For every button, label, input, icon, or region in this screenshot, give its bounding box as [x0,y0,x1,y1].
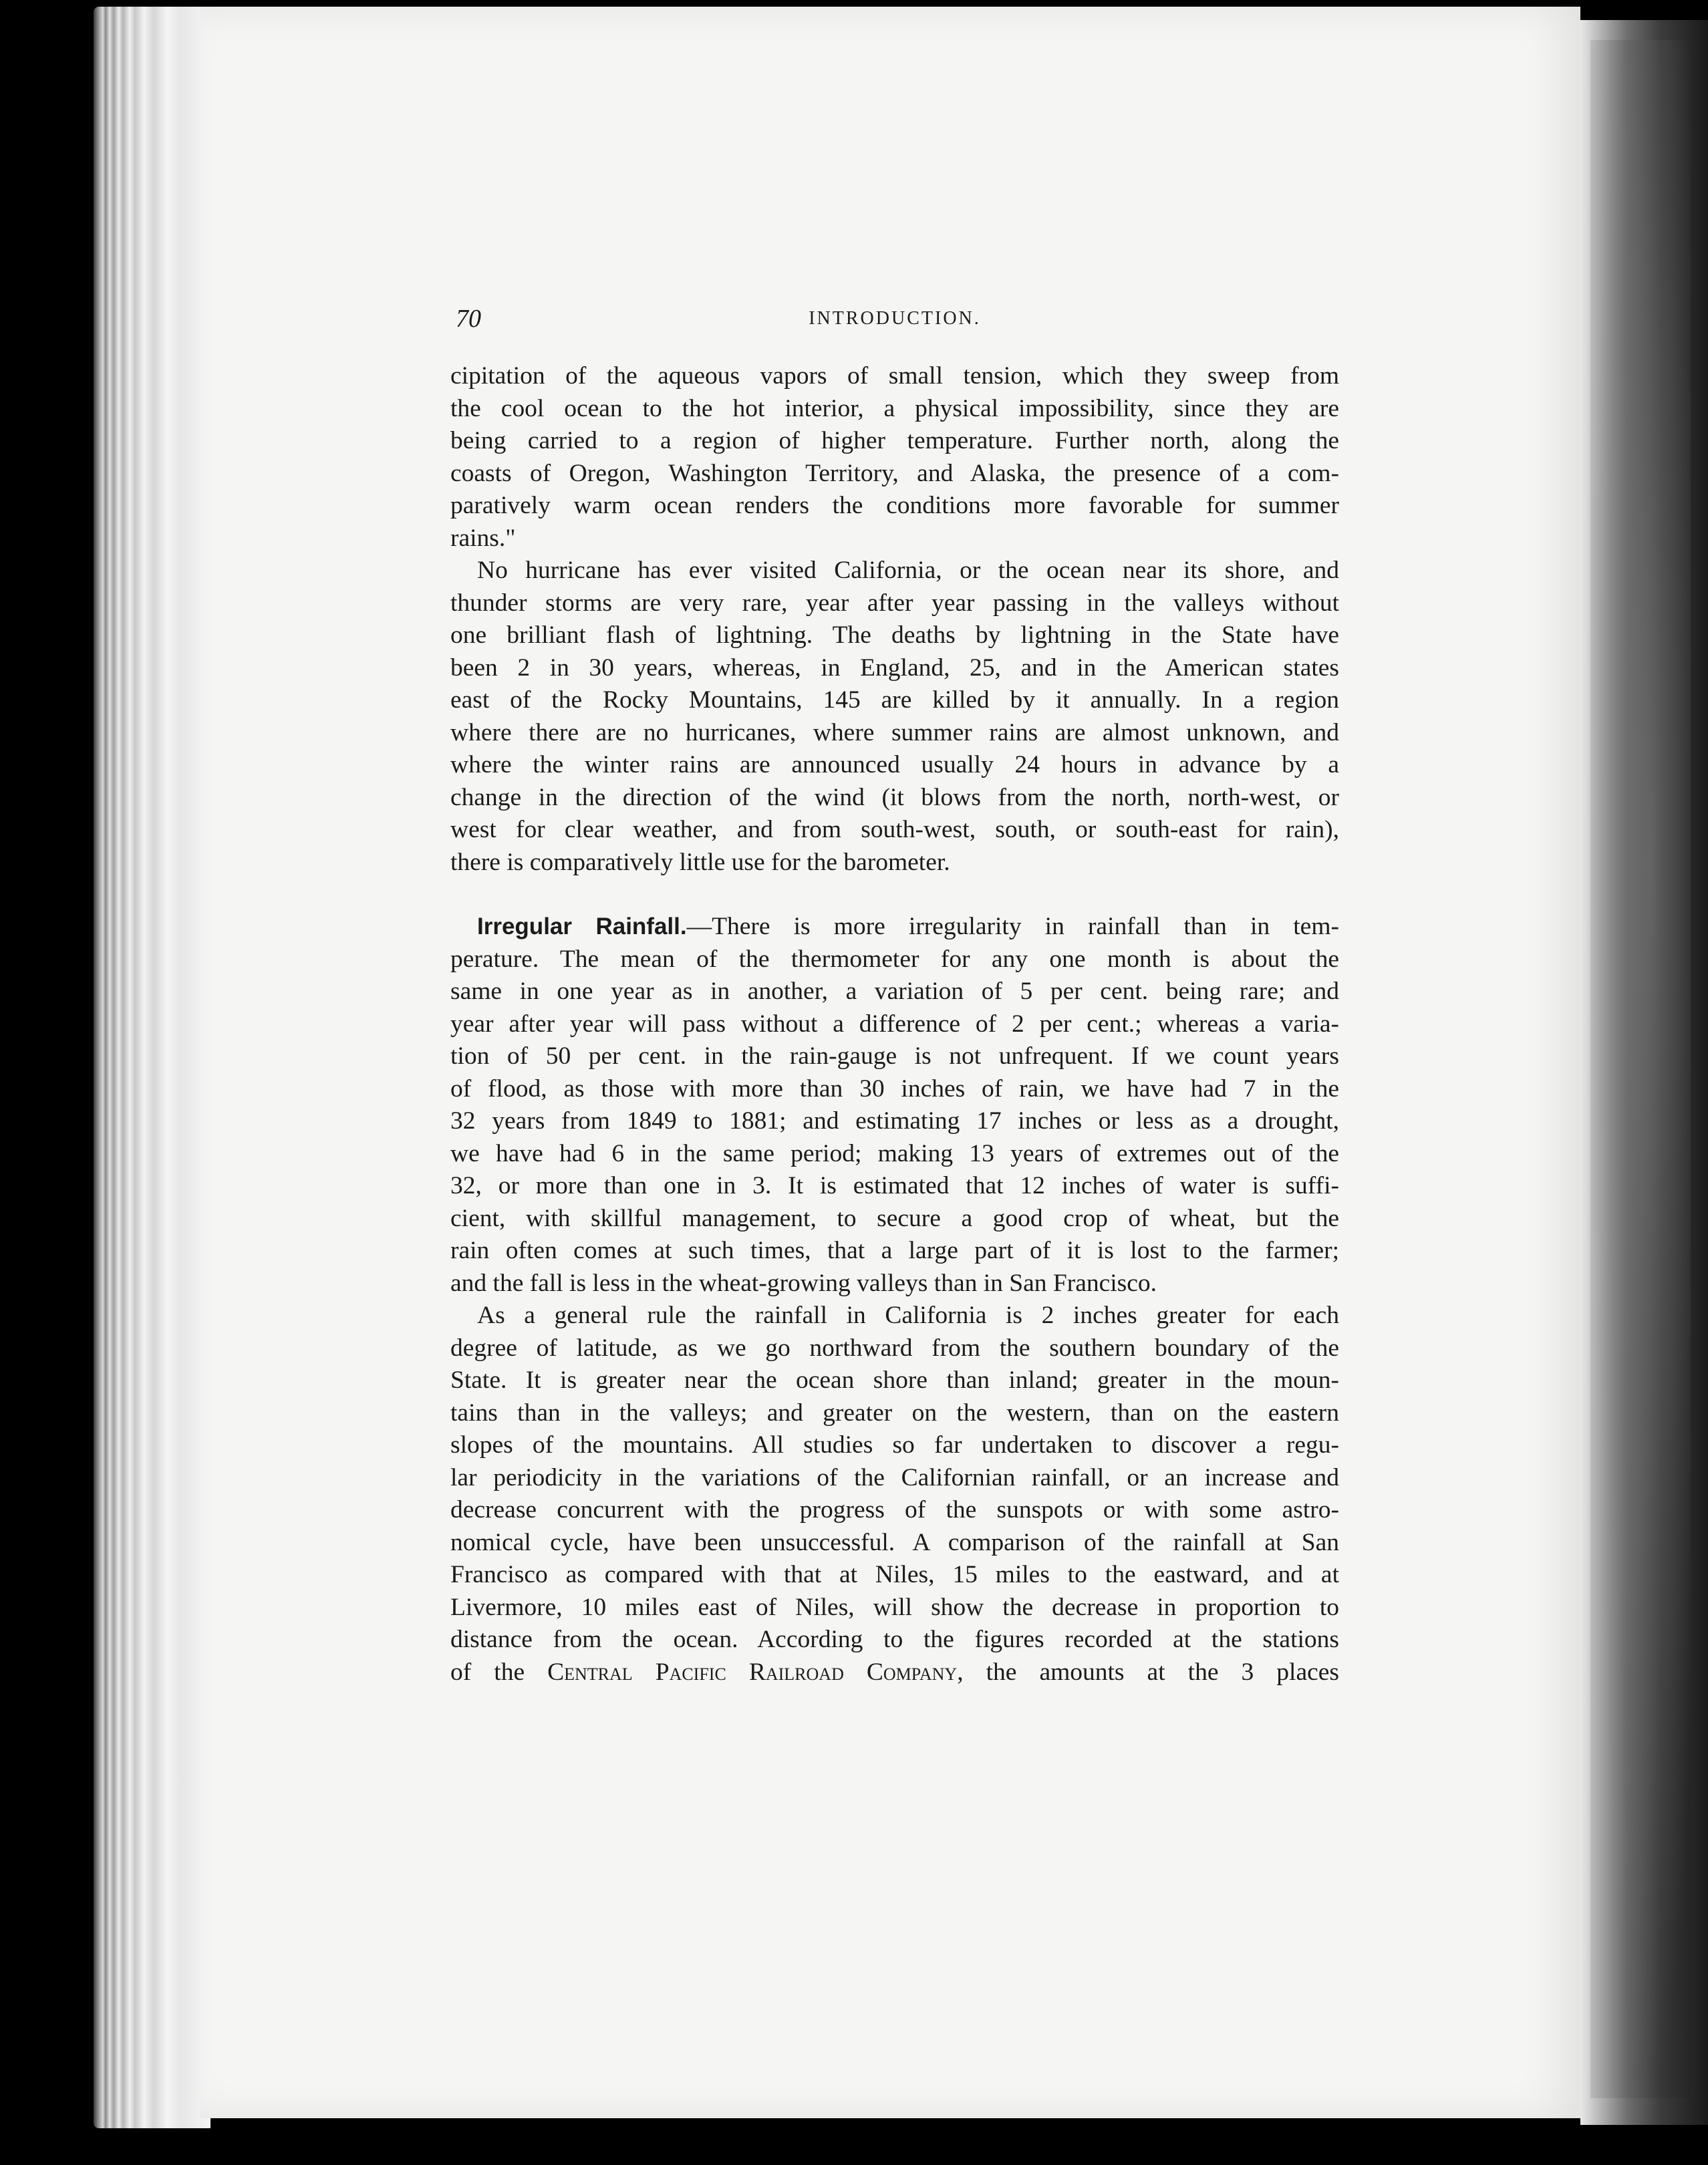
text-line: distance from the ocean. According to the figures recorded at the stations [450,1626,1339,1653]
text-line-last [450,1656,1339,1689]
text-line: No hurricane has ever visited California, or the ocean near its shore, and [477,557,1339,584]
section-gap [450,879,1339,911]
text-line: cipitation of the aqueous vapors of small tension, which they sweep from [450,362,1339,390]
text-line: Livermore, 10 miles east of Niles, will show the decrease in proportion to [450,1593,1339,1621]
text-line: Francisco as compared with that at Niles, 15 miles to the eastward, and at [450,1561,1339,1588]
text-line: paratively warm ocean renders the conditions more favorable for summer [450,492,1339,519]
running-head [450,304,1339,344]
running-title: INTRODUCTION. [809,308,981,329]
section-first-line-text: —There is more irregularity in rainfall than in tem- [686,913,1339,940]
section-heading: Irregular Rainfall. [477,913,687,940]
text-line: the cool ocean to the hot interior, a physical impossibility, since they are [450,394,1339,422]
gutter-curl [1590,40,1691,2098]
section-irregular-rainfall [450,911,1339,1300]
text-line: degree of latitude, as we go northward from the southern boundary of the [450,1334,1339,1362]
text-line: nomical cycle, have been unsuccessful. A comparison of the rainfall at San [450,1528,1339,1556]
paragraph-1 [450,360,1339,555]
page-stack-edge [94,7,210,2128]
text-line: slopes of the mountains. All studies so far undertaken to discover a regu- [450,1431,1339,1459]
text-line: change in the direction of the wind (it blows from the north, north-west, or [450,783,1339,811]
company-name: Central Pacific Railroad Company [547,1658,958,1686]
text-run: of the [450,1658,548,1686]
page-number: 70 [456,305,481,333]
section-first-line [450,911,1339,944]
text-line: 32, or more than one in 3. It is estimated that 12 inches of water is suffi- [450,1172,1339,1199]
text-line: and the fall is less in the wheat-growing valleys than in San Francisco. [450,1269,1157,1297]
text-line: thunder storms are very rare, year after year passing in the valleys without [450,589,1339,617]
text-line: east of the Rocky Mountains, 145 are killed by it annually. In a region [450,686,1339,714]
text-line: where there are no hurricanes, where summer rains are almost unknown, and [450,718,1339,746]
paragraph-2 [450,555,1339,879]
text-line: been 2 in 30 years, whereas, in England, 25, and in the American states [450,654,1339,682]
text-line: As a general rule the rainfall in California is 2 inches greater for each [477,1302,1339,1329]
text-line: rains." [450,524,516,552]
text-line: perature. The mean of the thermometer for any one month is about the [450,945,1339,973]
text-line: tains than in the valleys; and greater on the western, than on the eastern [450,1399,1339,1427]
text-line: there is comparatively little use for the barometer. [450,848,950,876]
text-line: where the winter rains are announced usually 24 hours in advance by a [450,751,1339,778]
text-line: year after year will pass without a difference of 2 per cent.; whereas a varia- [450,1010,1339,1038]
paragraph-4 [450,1300,1339,1689]
text-line: rain often comes at such times, that a large part of it is lost to the farmer; [450,1237,1339,1264]
text-line: cient, with skillful management, to secure a good crop of wheat, but the [450,1204,1339,1232]
text-line: tion of 50 per cent. in the rain-gauge is not unfrequent. If we count years [450,1042,1339,1070]
text-line: of flood, as those with more than 30 inches of rain, we have had 7 in the [450,1074,1339,1103]
text-line: State. It is greater near the ocean shore than inland; greater in the moun- [450,1366,1339,1394]
text-line: being carried to a region of higher temperature. Further north, along the [450,427,1339,454]
text-line: one brilliant flash of lightning. The deaths by lightning in the State have [450,621,1339,649]
text-line: coasts of Oregon, Washington Territory, and Alaska, the presence of a com- [450,459,1339,487]
page-content [450,304,1339,1689]
text-line: same in one year as in another, a variation of 5 per cent. being rare; and [450,978,1339,1005]
text-line: lar periodicity in the variations of the Californian rainfall, or an increase and [450,1463,1339,1491]
text-run: , the amounts at the 3 places [957,1658,1339,1686]
text-line: decrease concurrent with the progress of the sunspots or with some astro- [450,1496,1339,1524]
text-line: 32 years from 1849 to 1881; and estimating 17 inches or less as a drought, [450,1107,1339,1135]
text-line: we have had 6 in the same period; making 13 years of extremes out of the [450,1139,1339,1167]
text-line: west for clear weather, and from south-west, south, or south-east for rain), [450,816,1339,843]
